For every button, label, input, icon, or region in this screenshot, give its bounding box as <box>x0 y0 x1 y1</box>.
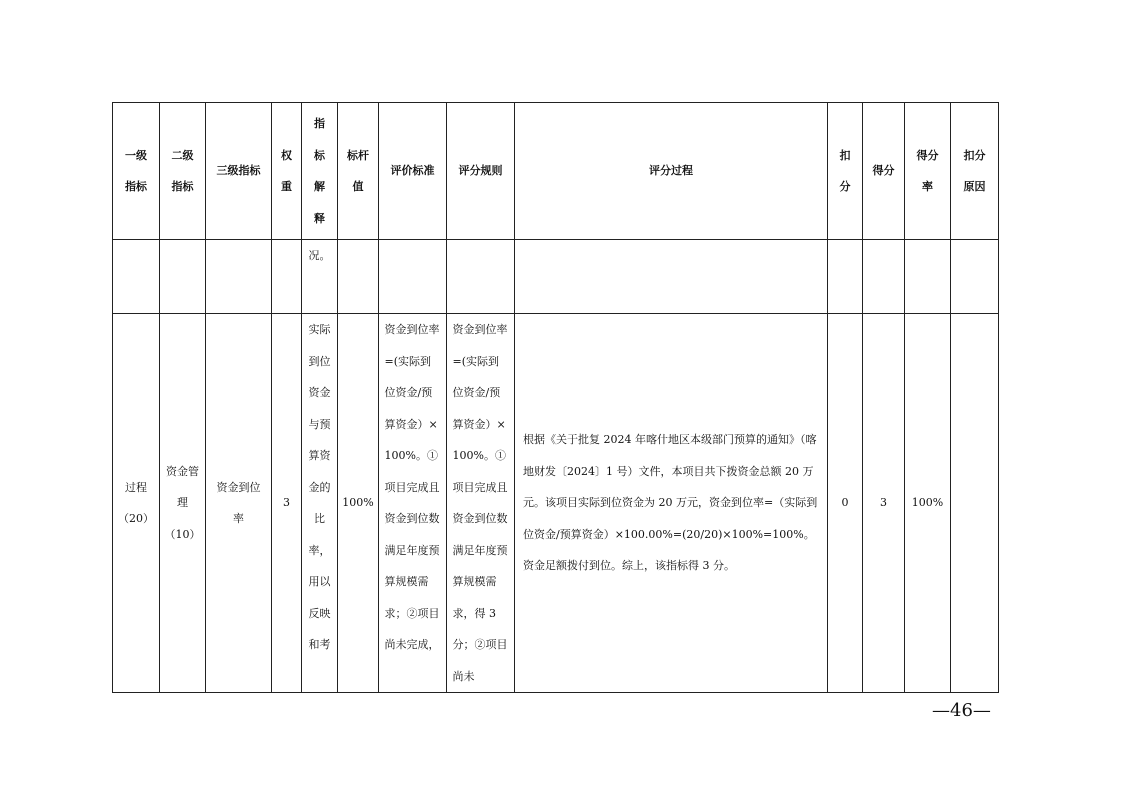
header-score: 得分 <box>863 103 905 240</box>
header-level2: 二级指标 <box>160 103 206 240</box>
header-level1: 一级指标 <box>113 103 160 240</box>
table-row <box>113 314 999 693</box>
cell-level2: 资金管理（10） <box>160 314 206 693</box>
cell-criteria: 资金到位率=(实际到位资金/预算资金）×100%。①项目完成且资金到位数满足年度预算规模需求；②项目尚未完成， <box>379 314 447 693</box>
cell-score: 3 <box>863 314 905 693</box>
header-benchmark: 标杆值 <box>338 103 379 240</box>
cell-benchmark: 100% <box>338 314 379 693</box>
header-process: 评分过程 <box>515 103 828 240</box>
cell-explanation: 实际到位资金与预算资金的比率，用以反映和考 <box>302 314 338 693</box>
header-rate: 得分率 <box>905 103 951 240</box>
cell-weight: 3 <box>272 314 302 693</box>
cell-rules: 资金到位率=(实际到位资金/预算资金）×100%。①项目完成且资金到位数满足年度预算规模需求，得 3 分；②项目尚未 <box>447 314 515 693</box>
cell-process: 根据《关于批复 2024 年喀什地区本级部门预算的通知》（喀地财发〔2024〕1 号）文件，本项目共下拨资金总额 20 万元。该项目实际到位资金为 20 万元，资金到位率=（实际到位资金/预算资金）×100.00%=(20/20)×100%=100%。资金足额拨付到位。综上，该指标得 3 分。 <box>515 314 828 693</box>
header-weight: 权重 <box>272 103 302 240</box>
cell-reason <box>951 314 999 693</box>
continuation-row <box>113 240 999 314</box>
page-number: —46— <box>932 700 991 721</box>
header-row <box>113 103 999 240</box>
header-deduct: 扣分 <box>828 103 863 240</box>
cell-level1: 过程（20） <box>113 314 160 693</box>
header-rules: 评分规则 <box>447 103 515 240</box>
cell-deduct: 0 <box>828 314 863 693</box>
cell-rate: 100% <box>905 314 951 693</box>
header-criteria: 评价标准 <box>379 103 447 240</box>
cell-level3: 资金到位率 <box>206 314 272 693</box>
header-explanation: 指标解释 <box>302 103 338 240</box>
evaluation-table <box>112 102 999 693</box>
header-reason: 扣分原因 <box>951 103 999 240</box>
header-level3: 三级指标 <box>206 103 272 240</box>
explanation-continued: 况。 <box>302 240 338 314</box>
